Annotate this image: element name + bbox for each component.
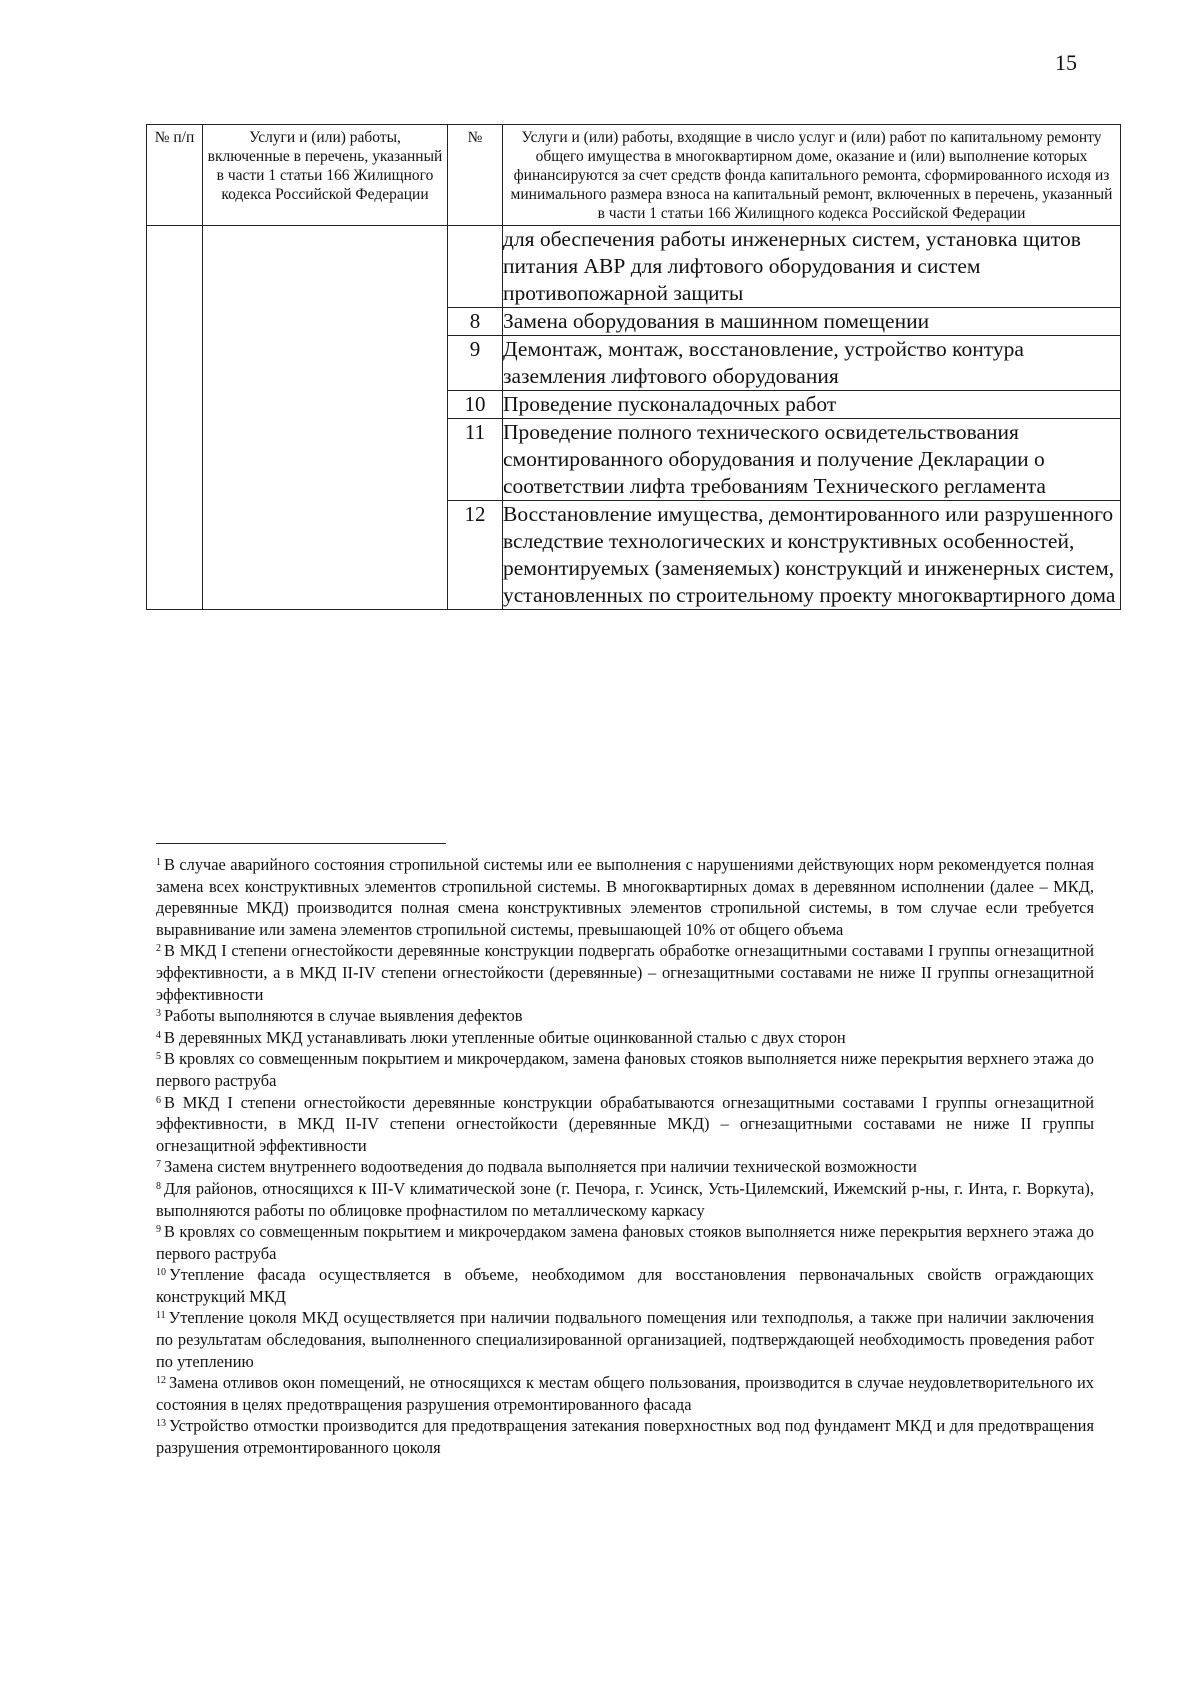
footnote bbox=[156, 1156, 1094, 1178]
footnote-mark: 6 bbox=[156, 1094, 161, 1106]
footnote bbox=[156, 1027, 1094, 1049]
footnote-text: Замена систем внутреннего водоотведения до подвала выполняется при наличии технической возможности bbox=[164, 1157, 917, 1177]
table-header-row bbox=[147, 125, 1121, 226]
header-no: № bbox=[448, 125, 503, 226]
footnote bbox=[156, 1178, 1094, 1221]
footnote bbox=[156, 1005, 1094, 1027]
footnote-mark: 3 bbox=[156, 1008, 161, 1020]
footnote-text: Работы выполняются в случае выявления дефектов bbox=[164, 1006, 523, 1026]
footnote-text: В МКД I степени огнестойкости деревянные конструкции обрабатываются огнезащитными составами I группы огнезащитной эффективности, в МКД II-IV степени огнестойкости (деревянные МКД) – огнезащитными составами не ниже II группы огнезащитной эффективности bbox=[156, 1092, 1094, 1155]
row-text: Восстановление имущества, демонтированного или разрушенного вследствие технологических и конструктивных особенностей, ремонтируемых (заменяемых) конструкций и инженерных систем, установленных по строительному проекту многоквартирного дома bbox=[503, 501, 1121, 610]
footnote-mark: 4 bbox=[156, 1029, 161, 1041]
footnote bbox=[156, 1048, 1094, 1091]
footnote-text: Утепление цоколя МКД осуществляется при наличии подвального помещения или техподполья, а также при наличии заключения по результатам обследования, выполненного специализированной организацией, подтверждающей необходимость проведения работ по утеплению bbox=[156, 1308, 1094, 1371]
footnote-text: Устройство отмостки производится для предотвращения затекания поверхностных вод под фундамент МКД и для предотвращения разрушения отремонтированного цоколя bbox=[156, 1416, 1094, 1458]
footnote bbox=[156, 1092, 1094, 1157]
header-works: Услуги и (или) работы, входящие в число услуг и (или) работ по капитальному ремонту общего имущества в многоквартирном доме, оказание и (или) выполнение которых финансируются за счет средств фонда капитального ремонта, сформированного исходя из минимального размера взноса на капитальный ремонт, включенных в перечень, указанный в части 1 статьи 166 Жилищного кодекса Российской Федерации bbox=[503, 125, 1121, 226]
footnote-mark: 1 bbox=[156, 857, 161, 868]
footnote-mark: 12 bbox=[156, 1375, 166, 1387]
footnote bbox=[156, 1415, 1094, 1458]
row-number: 10 bbox=[448, 391, 503, 419]
row-text: для обеспечения работы инженерных систем, установка щитов питания АВР для лифтового оборудования и систем противопожарной защиты bbox=[503, 226, 1121, 308]
row-text: Замена оборудования в машинном помещении bbox=[503, 308, 1121, 336]
footnote-text: В деревянных МКД устанавливать люки утепленные обитые оцинкованной сталью с двух сторон bbox=[164, 1027, 846, 1047]
footnote bbox=[156, 1372, 1094, 1415]
row-number: 12 bbox=[448, 501, 503, 610]
footnote-text: В случае аварийного состояния стропильной системы или ее выполнения с нарушениями действующих норм рекомендуется полная замена всех конструктивных элементов стропильной системы. В многоквартирных домах в деревянном исполнении (далее – МКД, деревянные МКД) производится полная смена конструктивных элементов стропильной системы, в том случае если требуется выравнивание или замена элементов стропильной системы, превышающей 10% от общего объема bbox=[156, 855, 1094, 939]
row-number bbox=[448, 226, 503, 308]
page-number: 15 bbox=[1055, 50, 1077, 75]
empty-num-cell bbox=[147, 226, 203, 610]
header-num: № п/п bbox=[147, 125, 203, 226]
footnote-mark: 11 bbox=[156, 1310, 166, 1322]
row-text: Демонтаж, монтаж, восстановление, устройство контура заземления лифтового оборудования bbox=[503, 336, 1121, 391]
footnote-mark: 10 bbox=[156, 1267, 166, 1279]
row-text: Проведение пусконаладочных работ bbox=[503, 391, 1121, 419]
footnotes bbox=[156, 854, 1094, 1459]
footnote-mark: 8 bbox=[156, 1180, 161, 1192]
footnote bbox=[156, 940, 1094, 1005]
table-row bbox=[147, 226, 1121, 308]
footnote-text: Замена отливов окон помещений, не относящихся к местам общего пользования, производится в случае неудовлетворительного их состояния в целях предотвращения разрушения отремонтированного фасада bbox=[156, 1373, 1094, 1414]
row-number: 11 bbox=[448, 419, 503, 501]
empty-services-cell bbox=[203, 226, 448, 610]
works-table bbox=[146, 124, 1121, 610]
header-services: Услуги и (или) работы, включенные в перечень, указанный в части 1 статьи 166 Жилищного кодекса Российской Федерации bbox=[203, 125, 448, 226]
footnote-text: В кровлях со совмещенным покрытием и микрочердаком замена фановых стояков выполняется ниже перекрытия верхнего этажа до первого раструба bbox=[156, 1222, 1094, 1263]
footnote bbox=[156, 1221, 1094, 1264]
footnote-mark: 2 bbox=[156, 943, 161, 955]
footnote-text: Утепление фасада осуществляется в объеме, необходимом для восстановления первоначальных свойств ограждающих конструкций МКД bbox=[156, 1265, 1094, 1306]
row-number: 8 bbox=[448, 308, 503, 336]
footnote bbox=[156, 1264, 1094, 1307]
row-number: 9 bbox=[448, 336, 503, 391]
footnote-mark: 7 bbox=[156, 1159, 161, 1171]
footnote-mark: 9 bbox=[156, 1224, 161, 1236]
footnote-text: Для районов, относящихся к III-V климатической зоне (г. Печора, г. Усинск, Усть-Цилемский, Ижемский р-ны, г. Инта, г. Воркута), выполняются работы по облицовке профнастилом по металлическому каркасу bbox=[156, 1178, 1094, 1220]
row-text: Проведение полного технического освидетельствования смонтированного оборудования и получение Декларации о соответствии лифта требованиям Технического регламента bbox=[503, 419, 1121, 501]
footnote-mark: 13 bbox=[156, 1418, 166, 1430]
footnote-text: В МКД I степени огнестойкости деревянные конструкции подвергать обработке огнезащитными составами I группы огнезащитной эффективности, а в МКД II-IV степени огнестойкости (деревянные) – огнезащитными составами не ниже II группы огнезащитной эффективности bbox=[156, 941, 1094, 1004]
footnote-text: В кровлях со совмещенным покрытием и микрочердаком, замена фановых стояков выполняется ниже перекрытия верхнего этажа до первого раструба bbox=[156, 1049, 1094, 1090]
footnote-mark: 5 bbox=[156, 1051, 161, 1063]
footnote bbox=[156, 1307, 1094, 1372]
footnote-separator bbox=[156, 843, 446, 844]
footnote bbox=[156, 854, 1094, 940]
